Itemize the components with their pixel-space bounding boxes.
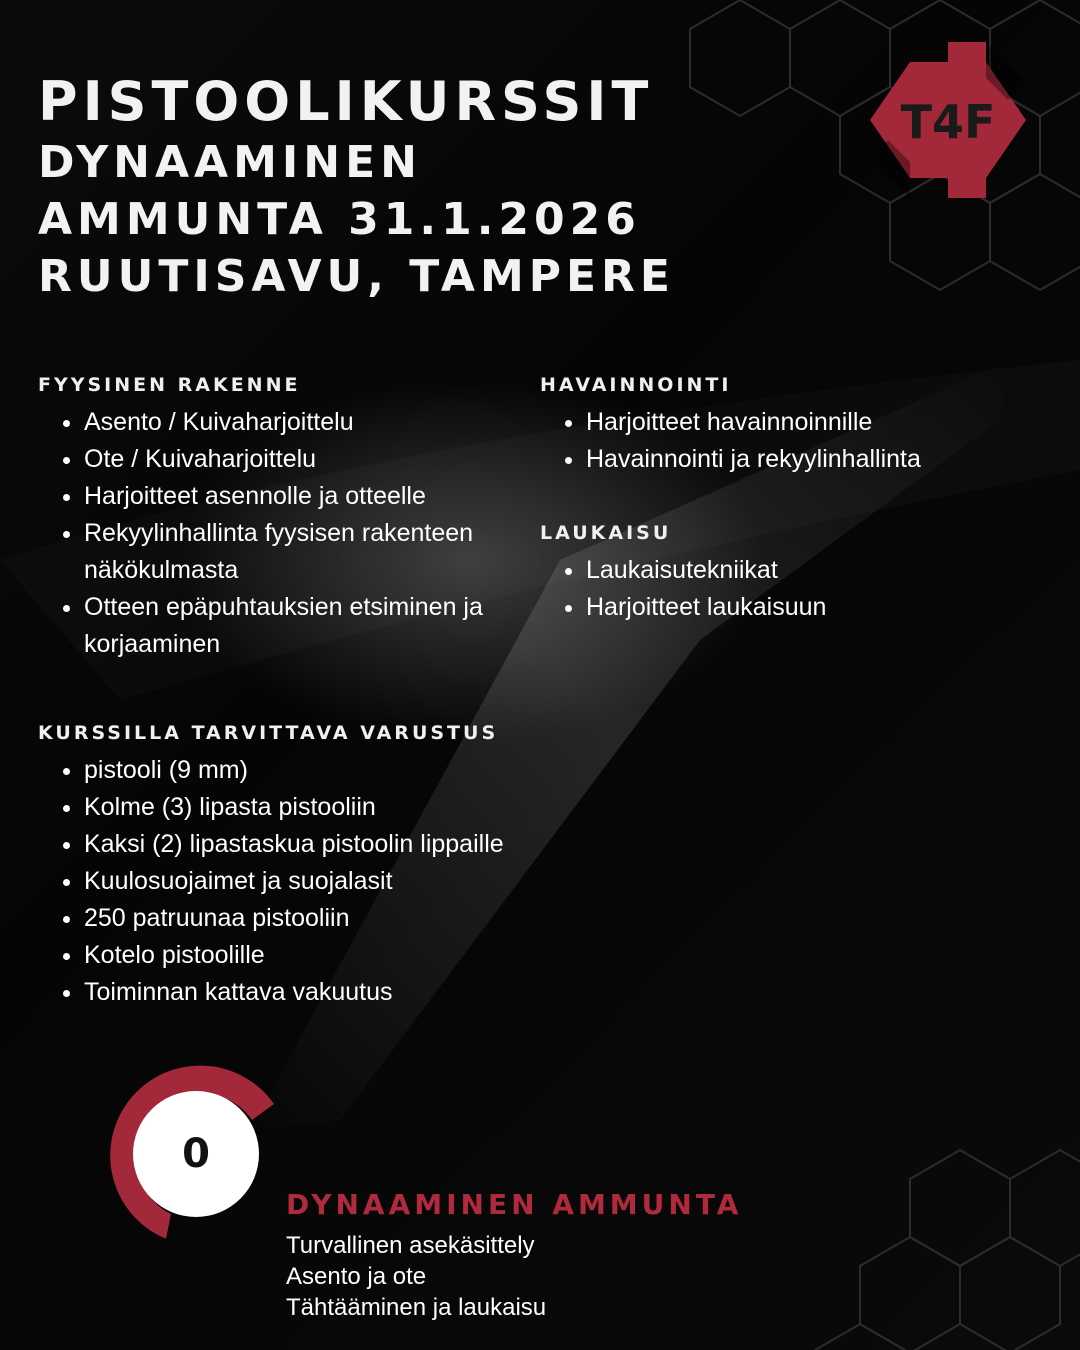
course-line: Asento ja ote — [286, 1263, 427, 1290]
list-item: • Laukaisutekniikat — [586, 552, 1060, 589]
course-line: Turvallinen asekäsittely — [286, 1232, 535, 1259]
list-item: • Harjoitteet havainnoinnille — [586, 404, 1060, 441]
fyysinen-list — [38, 404, 538, 663]
list-item: • Otteen epäpuhtauksien etsiminen ja korjaaminen — [84, 589, 538, 663]
course-details — [286, 1230, 546, 1323]
section-heading: KURSSILLA TARVITTAVA VARUSTUS — [38, 722, 499, 744]
havainnointi-list — [540, 404, 1060, 478]
section-varustus — [38, 722, 738, 1011]
list-item: • Harjoitteet laukaisuun — [586, 589, 1060, 626]
list-item: • Rekyylinhallinta fyysisen rakenteen näkökulmasta — [84, 515, 538, 589]
laukaisu-list — [540, 552, 1060, 626]
list-item: • Kolme (3) lipasta pistooliin — [84, 789, 738, 826]
list-item: • Kuulosuojaimet ja suojalasit — [84, 863, 738, 900]
course-heading: DYNAAMINEN AMMUNTA — [286, 1188, 743, 1221]
list-item: • Harjoitteet asennolle ja otteelle — [84, 478, 538, 515]
course-badge — [106, 1064, 286, 1244]
list-item: • Kaksi (2) lipastaskua pistoolin lippaille — [84, 826, 738, 863]
list-item: • Toiminnan kattava vakuutus — [84, 974, 738, 1011]
section-heading: HAVAINNOINTI — [540, 374, 732, 396]
subtitle-line: DYNAAMINEN — [38, 137, 422, 188]
subtitle-line: AMMUNTA 31.1.2026 — [38, 194, 641, 245]
section-fyysinen — [38, 374, 538, 663]
list-item: • Ote / Kuivaharjoittelu — [84, 441, 538, 478]
badge-number: 0 — [133, 1091, 259, 1217]
list-item: • pistooli (9 mm) — [84, 752, 738, 789]
course-line: Tähtääminen ja laukaisu — [286, 1294, 547, 1321]
list-item: • Havainnointi ja rekyylinhallinta — [586, 441, 1060, 478]
section-havainnointi — [540, 374, 1060, 478]
section-heading: LAUKAISU — [540, 522, 672, 544]
subtitle-line: RUUTISAVU, TAMPERE — [38, 251, 675, 302]
section-laukaisu — [540, 522, 1060, 626]
logo-text: T4F — [900, 95, 996, 149]
page-title: PISTOOLIKURSSIT — [38, 70, 654, 133]
list-item: • Asento / Kuivaharjoittelu — [84, 404, 538, 441]
t4f-logo — [868, 40, 1028, 200]
list-item: • Kotelo pistoolille — [84, 937, 738, 974]
section-heading: FYYSINEN RAKENNE — [38, 374, 301, 396]
title-block — [38, 72, 675, 305]
varustus-list — [38, 752, 738, 1011]
list-item: • 250 patruunaa pistooliin — [84, 900, 738, 937]
